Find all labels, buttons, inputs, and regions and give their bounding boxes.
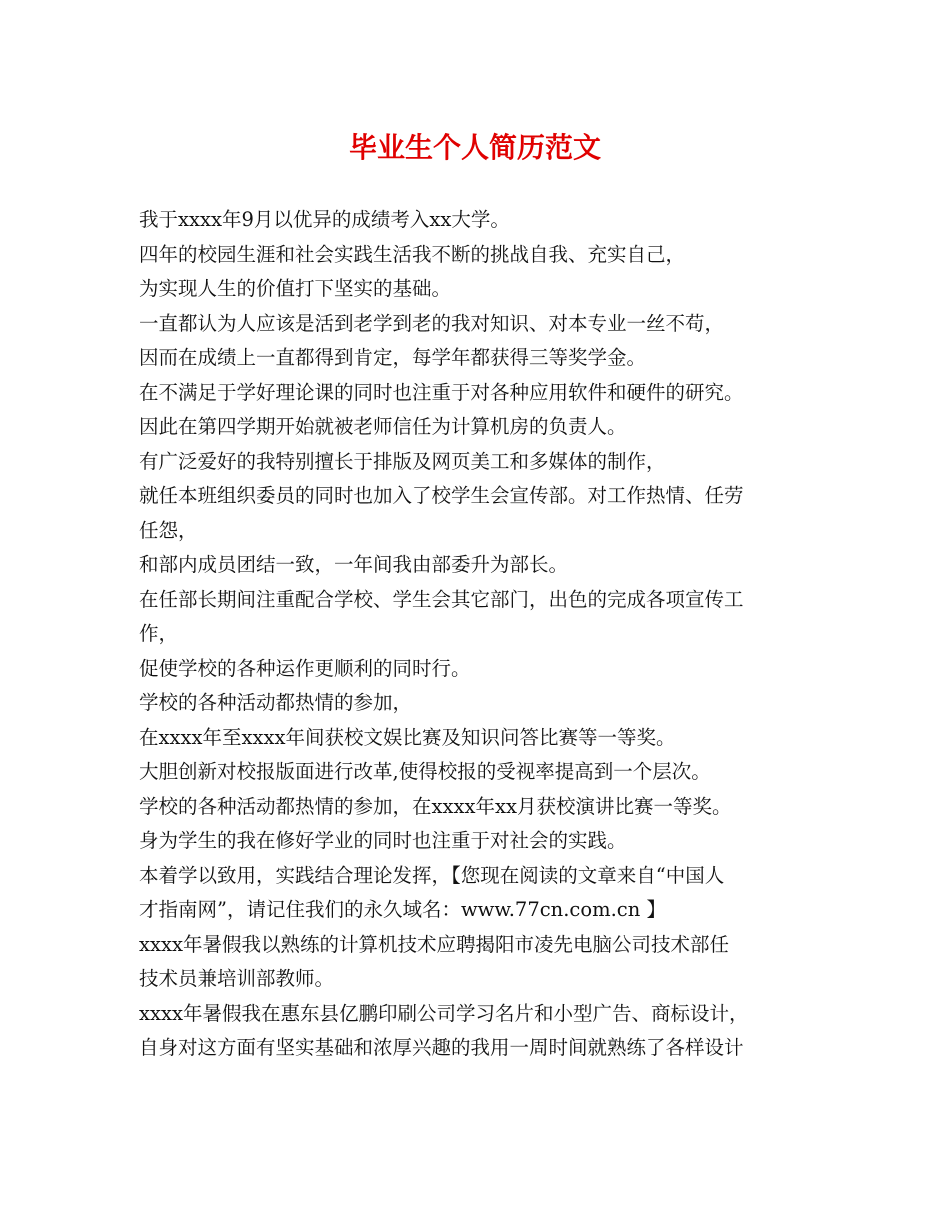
body-line: 学校的各种活动都热情的参加，在xxxx年xx月获校演讲比赛一等奖。 <box>139 794 732 818</box>
body-line: 在不满足于学好理论课的同时也注重于对各种应用软件和硬件的研究。 <box>139 380 744 404</box>
body-line: 身为学生的我在修好学业的同时也注重于对社会的实践。 <box>139 829 627 852</box>
body-line: 自身对这方面有坚实基础和浓厚兴趣的我用一周时间就熟练了各样设计 <box>139 1036 744 1059</box>
body-line: 一直都认为人应该是活到老学到老的我对知识、对本专业一丝不苟， <box>139 311 725 335</box>
body-line: 作， <box>139 622 179 645</box>
body-line: 本着学以致用，实践结合理论发挥，【您现在阅读的文章来自“中国人 <box>139 863 725 887</box>
body-line: 在xxxx年至xxxx年间获校文娱比赛及知识问答比赛等一等奖。 <box>139 725 676 749</box>
body-line: 在任部长期间注重配合学校、学生会其它部门，出色的完成各项宣传工 <box>139 587 744 611</box>
body-line: 技术员兼培训部教师。 <box>139 967 335 990</box>
body-line: 就任本班组织委员的同时也加入了校学生会宣传部。对工作热情、任劳 <box>139 484 744 507</box>
body-line: xxxx年暑假我以熟练的计算机技术应聘揭阳市凌先电脑公司技术部任 <box>139 932 729 956</box>
body-line: 学校的各种活动都热情的参加， <box>139 691 413 714</box>
body-line: 任怨， <box>139 518 198 542</box>
body-line: xxxx年暑假我在惠东县亿鹏印刷公司学习名片和小型广告、商标设计， <box>139 1001 749 1025</box>
body-line: 才指南网”，请记住我们的永久域名：www.77cn.com.cn 】 <box>139 898 666 921</box>
body-line: 因而在成绩上一直都得到肯定，每学年都获得三等奖学金。 <box>139 346 647 369</box>
body-line: 和部内成员团结一致，一年间我由部委升为部长。 <box>139 553 569 576</box>
body-line: 我于xxxx年9月以优异的成绩考入xx大学。 <box>139 208 510 231</box>
body-line: 因此在第四学期开始就被老师信任为计算机房的负责人。 <box>139 415 627 438</box>
document-body <box>139 203 819 1066</box>
body-line: 大胆创新对校报版面进行改革,使得校报的受视率提高到一个层次。 <box>139 760 711 783</box>
body-line: 为实现人生的价值打下坚实的基础。 <box>139 277 452 300</box>
body-line: 促使学校的各种运作更顺利的同时行。 <box>139 656 471 680</box>
document-title: 毕业生个人简历范文 <box>348 131 601 164</box>
body-line: 有广泛爱好的我特别擅长于排版及网页美工和多媒体的制作， <box>139 449 666 473</box>
body-line: 四年的校园生涯和社会实践生活我不断的挑战自我、充实自己， <box>139 242 686 266</box>
